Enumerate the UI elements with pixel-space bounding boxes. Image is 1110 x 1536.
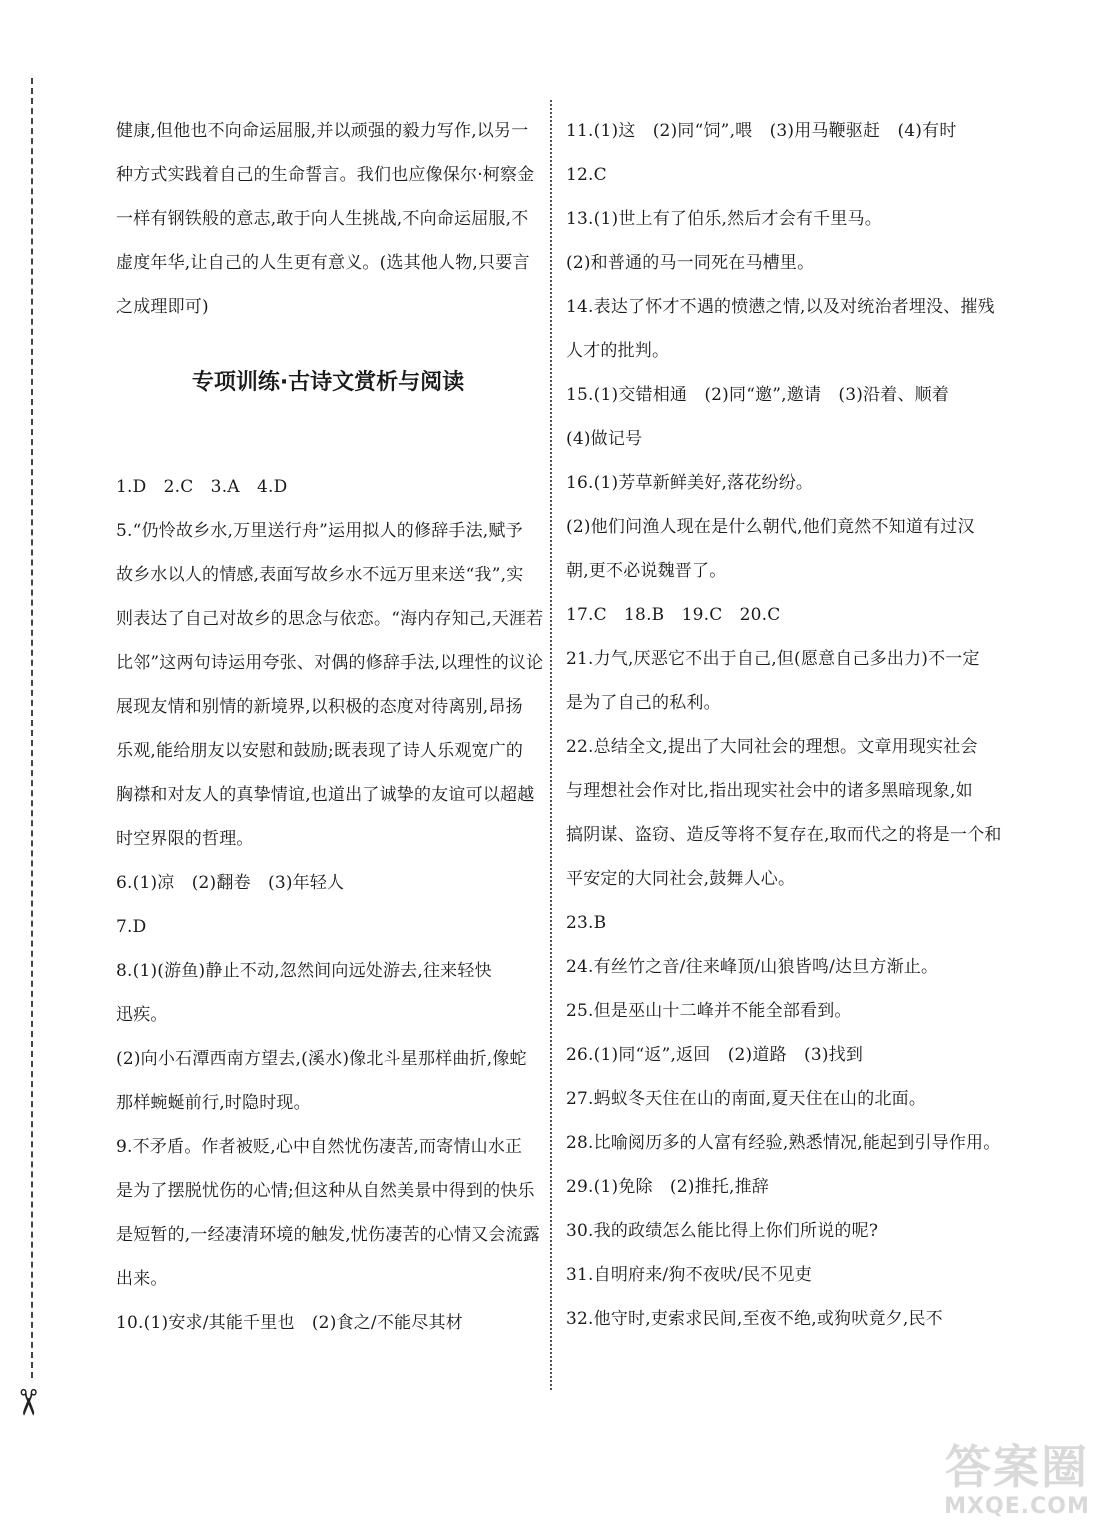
text-line: 那样蜿蜒前行,时隐时现。 — [116, 1093, 311, 1113]
right-answers-block — [566, 116, 1002, 1348]
text-line: 人才的批判。 — [566, 341, 670, 361]
text-line: 展现友情和别情的新境界,以积极的态度对待离别,昂扬 — [116, 697, 523, 717]
text-line: (2)和普通的马一同死在马槽里。 — [566, 253, 815, 273]
left-top-block — [116, 116, 540, 336]
text-line: 故乡水以人的情感,表面写故乡水不远万里来送“我”,实 — [116, 565, 524, 585]
watermark — [932, 1440, 1102, 1530]
text-line: 是为了摆脱忧伤的心情;但这种从自然美景中得到的快乐 — [116, 1181, 535, 1201]
text-line: 与理想社会作对比,指出现实社会中的诸多黑暗现象,如 — [566, 781, 973, 801]
text-line: 31.自明府来/狗不夜吠/民不见吏 — [566, 1265, 812, 1285]
text-line: 23.B — [566, 913, 607, 933]
text-line: 14.表达了怀才不遇的愤懑之情,以及对统治者埋没、摧残 — [566, 297, 995, 317]
text-line: 9.不矛盾。作者被贬,心中自然忧伤凄苦,而寄情山水正 — [116, 1137, 523, 1157]
text-line: 朝,更不必说魏晋了。 — [566, 561, 727, 581]
text-line: 健康,但他也不向命运屈服,并以顽强的毅力写作,以另一 — [116, 121, 529, 141]
text-line: (4)做记号 — [566, 429, 643, 449]
text-line: 迅疾。 — [116, 1005, 168, 1025]
text-line: 22.总结全文,提出了大同社会的理想。文章用现实社会 — [566, 737, 978, 757]
text-line: 21.力气,厌恶它不出于自己,但(愿意自己多出力)不一定 — [566, 649, 980, 669]
watermark-url: MXQE.COM — [944, 1494, 1090, 1519]
text-line: 比邻”这两句诗运用夸张、对偶的修辞手法,以理性的议论 — [116, 653, 544, 673]
cut-line — [31, 78, 33, 1378]
text-line: 一样有钢铁般的意志,敢于向人生挑战,不向命运屈服,不 — [116, 209, 529, 229]
text-line: 29.(1)免除 (2)推托,推辞 — [566, 1177, 770, 1197]
text-line: 25.但是巫山十二峰并不能全部看到。 — [566, 1001, 852, 1021]
text-line: 8.(1)(游鱼)静止不动,忽然间向远处游去,往来轻快 — [116, 961, 492, 981]
column-divider — [550, 100, 552, 1390]
text-line: 5.“仍怜故乡水,万里送行舟”运用拟人的修辞手法,赋予 — [116, 521, 523, 541]
text-line: 时空界限的哲理。 — [116, 829, 254, 849]
text-line: 则表达了自己对故乡的思念与依恋。“海内存知己,天涯若 — [116, 609, 544, 629]
text-line: (2)向小石潭西南方望去,(溪水)像北斗星那样曲折,像蛇 — [116, 1049, 527, 1069]
text-line: 是短暂的,一经凄清环境的触发,忧伤凄苦的心情又会流露 — [116, 1225, 541, 1245]
text-line: 27.蚂蚁冬天住在山的南面,夏天住在山的北面。 — [566, 1089, 927, 1109]
text-line: 28.比喻阅历多的人富有经验,熟悉情况,能起到引导作用。 — [566, 1133, 1001, 1153]
text-line: 1.D 2.C 3.A 4.D — [116, 477, 288, 497]
text-line: 乐观,能给朋友以安慰和鼓励;既表现了诗人乐观宽广的 — [116, 741, 524, 761]
text-line: 虚度年华,让自己的人生更有意义。(选其他人物,只要言 — [116, 253, 530, 273]
text-line: 13.(1)世上有了伯乐,然后才会有千里马。 — [566, 209, 882, 229]
text-line: 15.(1)交错相通 (2)同“邀”,邀请 (3)沿着、顺着 — [566, 385, 950, 405]
section-heading: 专项训练·古诗文赏析与阅读 — [191, 370, 465, 395]
text-line: 胸襟和对友人的真挚情谊,也道出了诚挚的友谊可以超越 — [116, 785, 535, 805]
text-line: 平安定的大同社会,鼓舞人心。 — [566, 869, 796, 889]
text-line: 6.(1)凉 (2)翻卷 (3)年轻人 — [116, 873, 345, 893]
text-line: 32.他守时,吏索求民间,至夜不绝,或狗吠竟夕,民不 — [566, 1309, 943, 1329]
text-line: 种方式实践着自己的生命誓言。我们也应像保尔·柯察金 — [116, 165, 535, 185]
scissors-icon: ✂ — [6, 1387, 48, 1418]
left-answers-block — [116, 472, 544, 1352]
heading-block — [116, 336, 540, 472]
right-column — [566, 116, 1002, 1348]
text-line: 10.(1)安求/其能千里也 (2)食之/不能尽其材 — [116, 1313, 463, 1333]
text-line: 26.(1)同“返”,返回 (2)道路 (3)找到 — [566, 1045, 864, 1065]
text-line: (2)他们问渔人现在是什么朝代,他们竟然不知道有过汉 — [566, 517, 975, 537]
text-line: 16.(1)芳草新鲜美好,落花纷纷。 — [566, 473, 814, 493]
text-line: 11.(1)这 (2)同“饲”,喂 (3)用马鞭驱赶 (4)有时 — [566, 121, 957, 141]
text-line: 7.D — [116, 917, 147, 937]
text-line: 是为了自己的私利。 — [566, 693, 721, 713]
watermark-logo: 答案圈 — [945, 1440, 1089, 1494]
left-column — [116, 116, 544, 1352]
text-line: 之成理即可) — [116, 297, 209, 317]
text-line: 出来。 — [116, 1269, 168, 1289]
text-line: 17.C 18.B 19.C 20.C — [566, 605, 781, 625]
text-line: 30.我的政绩怎么能比得上你们所说的呢? — [566, 1221, 879, 1241]
text-line: 24.有丝竹之音/往来峰顶/山狼皆鸣/达旦方渐止。 — [566, 957, 939, 977]
text-line: 12.C — [566, 165, 607, 185]
text-line: 搞阴谋、盗窃、造反等将不复存在,取而代之的将是一个和 — [566, 825, 1002, 845]
